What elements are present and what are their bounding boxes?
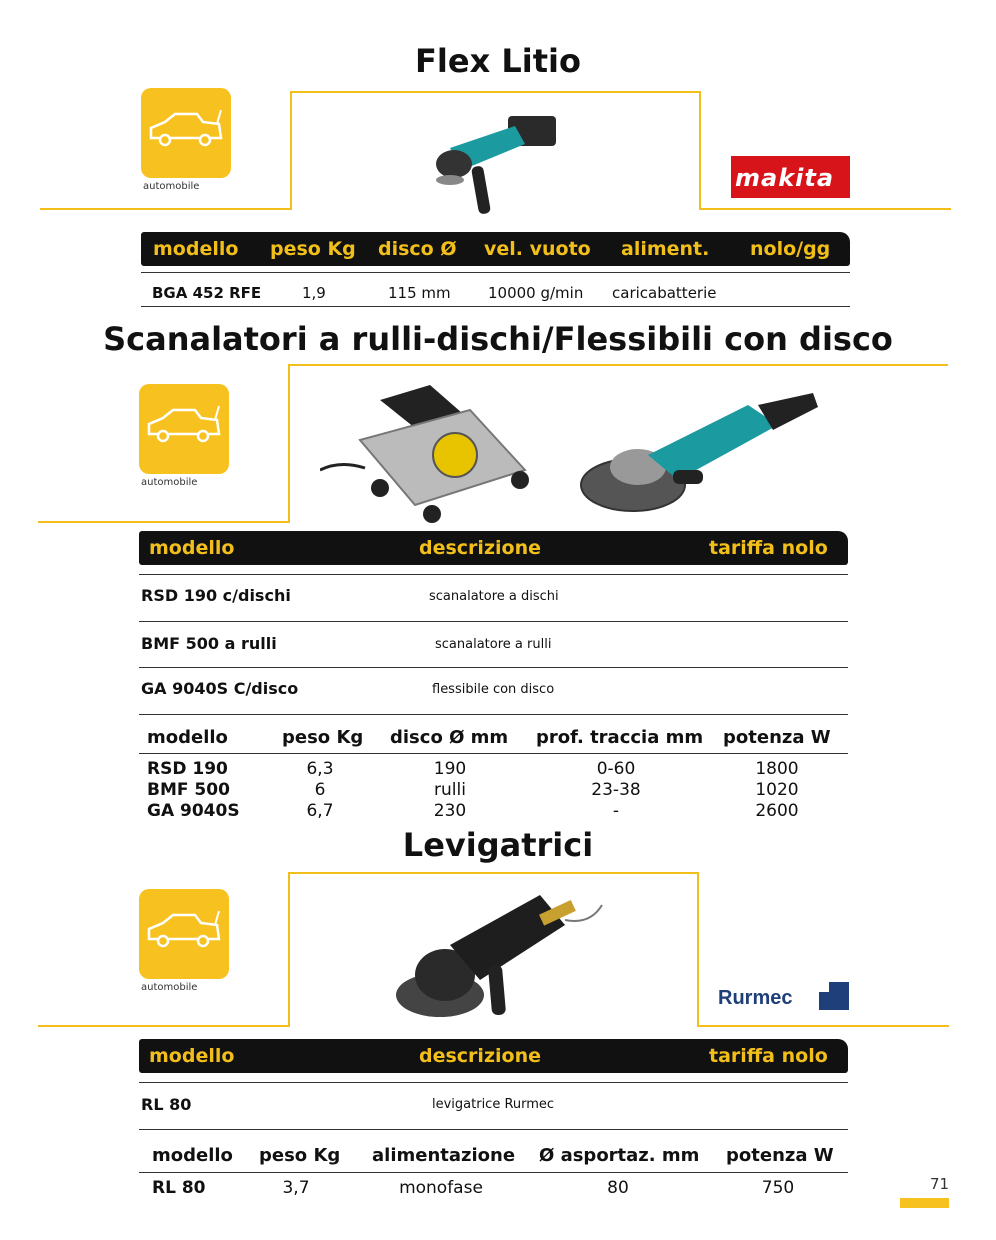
table-cell: RSD 190 c/dischi: [141, 586, 291, 605]
sander-image: [390, 885, 605, 1025]
car-icon: [145, 406, 223, 446]
divider: [141, 272, 850, 273]
badge-caption: automobile: [141, 982, 198, 993]
frame-line: [288, 364, 948, 366]
page-number: 71: [930, 1175, 950, 1193]
table-cell: caricabatterie: [612, 284, 717, 302]
table-cell: BMF 500 a rulli: [141, 634, 277, 653]
spec-cell: 190: [433, 759, 467, 779]
spec-cell: 3,7: [282, 1178, 310, 1198]
table-cell: 1,9: [302, 284, 326, 302]
divider: [141, 306, 850, 307]
spec-col-modello: modello: [147, 727, 228, 748]
section-title-scanalatori: Scanalatori a rulli-dischi/Flessibili con disco: [103, 320, 893, 358]
col-modello: modello: [149, 1045, 235, 1067]
spec-cell: rulli: [434, 780, 466, 800]
divider: [139, 753, 848, 754]
spec-cell: 6,3: [306, 759, 334, 779]
automobile-badge: [139, 384, 229, 474]
spec-cell: RSD 190: [147, 759, 228, 779]
spec-cell: GA 9040S: [147, 801, 240, 821]
divider: [139, 714, 848, 715]
frame-line: [38, 1025, 290, 1027]
table-cell: scanalatore a dischi: [429, 589, 559, 604]
frame-line: [697, 1025, 949, 1027]
frame-line: [38, 521, 290, 523]
col-aliment: aliment.: [621, 238, 710, 260]
table-header: [139, 1039, 848, 1073]
spec-col-potenza: potenza W: [723, 727, 831, 748]
spec-cell: -: [612, 801, 620, 821]
table-cell: GA 9040S C/disco: [141, 679, 299, 698]
col-descrizione: descrizione: [419, 1045, 541, 1067]
table-cell: levigatrice Rurmec: [432, 1097, 555, 1112]
automobile-badge: [139, 889, 229, 979]
makita-logo: makita: [731, 156, 850, 198]
rurmec-logo: Rurmec: [718, 982, 850, 1012]
table-cell: 115 mm: [388, 284, 451, 302]
spec-col-asportaz: Ø asportaz. mm: [539, 1145, 700, 1166]
frame-line: [288, 872, 290, 1027]
divider: [139, 1082, 848, 1083]
col-nolo: nolo/gg: [750, 238, 831, 260]
section-title-flex-litio: Flex Litio: [415, 42, 581, 80]
table-cell: RL 80: [141, 1095, 192, 1114]
wall-chaser-image: [320, 380, 540, 525]
spec-cell: monofase: [399, 1178, 483, 1198]
car-icon: [145, 911, 223, 951]
spec-col-disco: disco Ø mm: [390, 727, 509, 748]
table-cell: 10000 g/min: [488, 284, 584, 302]
large-angle-grinder-image: [578, 385, 818, 525]
spec-col-prof-traccia: prof. traccia mm: [536, 727, 704, 748]
spec-cell: 0-60: [596, 759, 636, 779]
frame-line: [699, 208, 951, 210]
frame-line: [40, 208, 292, 210]
col-modello: modello: [149, 537, 235, 559]
table-header: [141, 232, 850, 266]
car-icon: [147, 110, 225, 150]
divider: [139, 621, 848, 622]
spec-col-peso: peso Kg: [259, 1145, 341, 1166]
table-cell: scanalatore a rulli: [435, 637, 552, 652]
frame-line: [697, 872, 699, 1027]
spec-cell: 6,7: [306, 801, 334, 821]
frame-line: [290, 91, 292, 210]
frame-line: [288, 364, 290, 523]
section-title-levigatrici: Levigatrici: [402, 826, 594, 864]
col-descrizione: descrizione: [419, 537, 541, 559]
divider: [139, 1172, 848, 1173]
col-modello: modello: [153, 238, 239, 260]
spec-cell: 230: [433, 801, 467, 821]
table-header: [139, 531, 848, 565]
spec-cell: 2600: [755, 801, 799, 821]
spec-col-alimentazione: alimentazione: [372, 1145, 516, 1166]
spec-cell: 1800: [755, 759, 799, 779]
col-disco: disco Ø: [378, 238, 457, 260]
automobile-badge: [141, 88, 231, 178]
spec-cell: 23-38: [591, 780, 641, 800]
badge-caption: automobile: [141, 477, 198, 488]
spec-cell: 80: [607, 1178, 629, 1198]
badge-caption: automobile: [143, 181, 200, 192]
spec-cell: 750: [761, 1178, 795, 1198]
spec-col-peso: peso Kg: [282, 727, 364, 748]
table-cell: BGA 452 RFE: [152, 284, 262, 302]
spec-cell: 1020: [755, 780, 799, 800]
spec-col-modello: modello: [152, 1145, 233, 1166]
angle-grinder-image: [420, 108, 570, 218]
spec-col-potenza: potenza W: [726, 1145, 834, 1166]
frame-line: [699, 91, 701, 210]
spec-cell: RL 80: [152, 1178, 206, 1198]
spec-cell: BMF 500: [147, 780, 230, 800]
col-tariffa-nolo: tariffa nolo: [709, 1045, 828, 1067]
frame-line: [290, 91, 700, 93]
divider: [139, 574, 848, 575]
col-vel-vuoto: vel. vuoto: [484, 238, 591, 260]
col-tariffa-nolo: tariffa nolo: [709, 537, 828, 559]
col-peso: peso Kg: [270, 238, 356, 260]
page-number-bar: [900, 1198, 949, 1208]
divider: [139, 667, 848, 668]
frame-line: [288, 872, 699, 874]
divider: [139, 1129, 848, 1130]
spec-cell: 6: [314, 780, 326, 800]
table-cell: flessibile con disco: [432, 682, 555, 697]
